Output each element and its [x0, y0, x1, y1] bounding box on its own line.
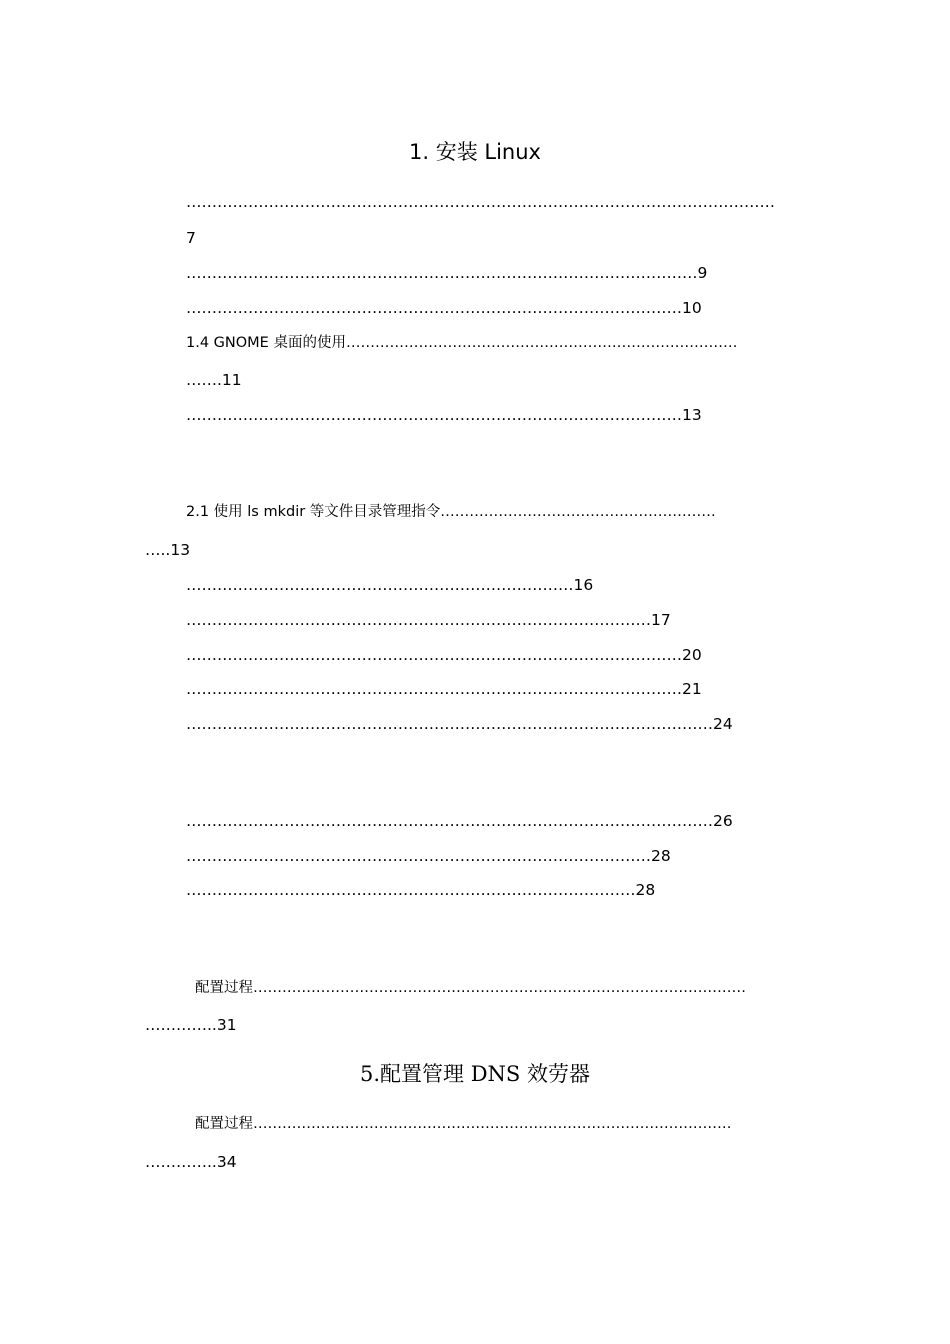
toc-entry: 7: [186, 229, 196, 247]
toc-entry: ………………………………………………………………………………17: [186, 611, 671, 629]
toc-entry: 2.1 使用 ls mkdir 等文件目录管理指令…………………………………………………: [186, 504, 716, 520]
chapter-5-heading: 5.配置管理 DNS 效劳器: [360, 1062, 590, 1086]
toc-entry: ………………………………………………………………………………………9: [186, 264, 708, 282]
toc-entry: …..13: [145, 541, 191, 559]
toc-entry: ……………………………………………………………………………………………………: [186, 193, 775, 211]
toc-entry: …………..31: [145, 1016, 237, 1034]
toc-entry: ……………………………………………………………………………………21: [186, 680, 702, 698]
toc-entry: …………………………………………………………………………………………24: [186, 715, 733, 733]
toc-entry: …………………………………………………………………16: [186, 576, 594, 594]
toc-entry: ……………………………………………………………………………………10: [186, 299, 702, 317]
toc-entry: …………..34: [145, 1153, 237, 1171]
toc-entry: ……………………………………………………………………………………20: [186, 646, 702, 664]
toc-entry: 配置过程…………………………………………………………………………………………: [195, 980, 746, 996]
toc-entry: ……………………………………………………………………………………13: [186, 406, 702, 424]
toc-entry: …………………………………………………………………………………………26: [186, 812, 733, 830]
toc-entry: 配置过程………………………………………………………………………………………: [195, 1116, 732, 1132]
chapter-1-heading: 1. 安装 Linux: [409, 140, 541, 164]
toc-entry: …….11: [186, 371, 242, 389]
toc-entry: 1.4 GNOME 桌面的使用………………………………………………………………………: [186, 335, 738, 351]
toc-entry: ………………………………………………………………………………28: [186, 847, 671, 865]
toc-entry: ……………………………………………………………………………28: [186, 881, 656, 899]
